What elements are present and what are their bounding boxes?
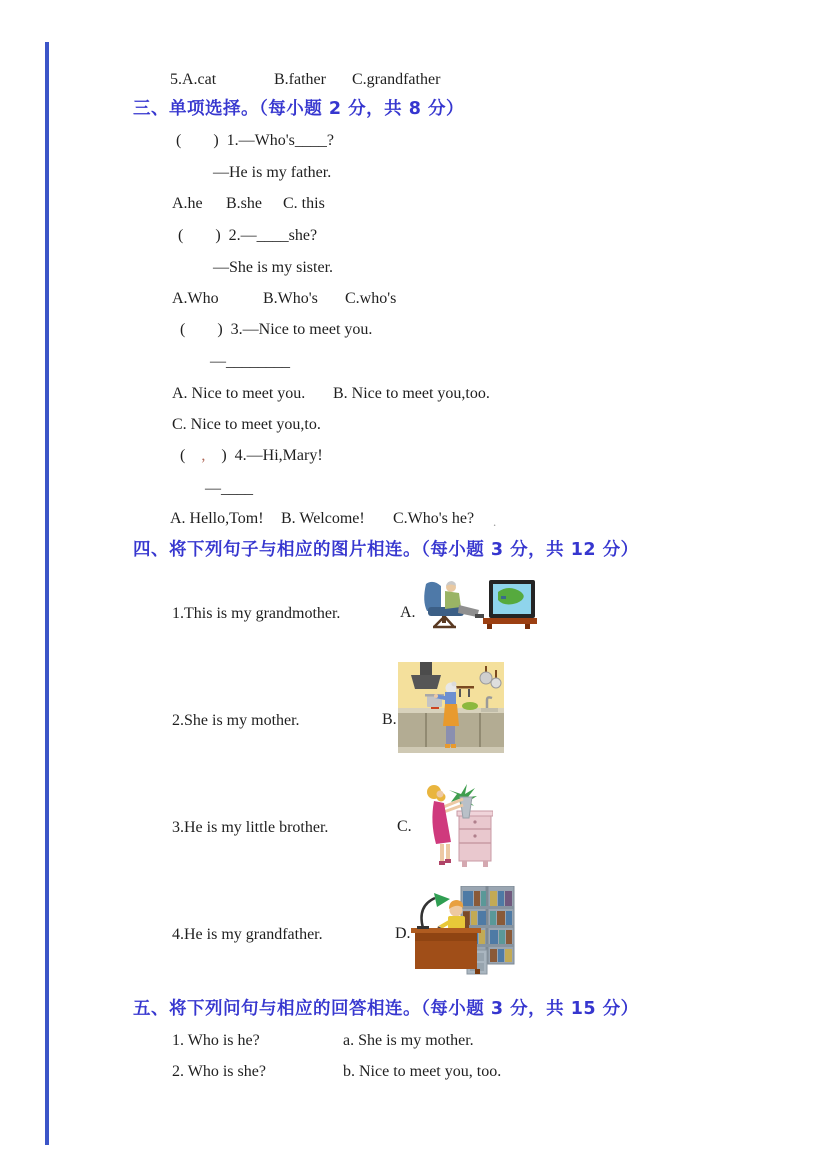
q3-option-a: A. Nice to meet you. (172, 385, 306, 402)
section5-question-1: 1. Who is he? (172, 1032, 260, 1049)
q4-red-comma: , (201, 447, 206, 464)
item5-option-c: C.grandfather (352, 71, 441, 88)
picture-letter-b: B. (382, 711, 397, 728)
match-sentence-3: 3.He is my little brother. (172, 819, 329, 836)
green-bowl (462, 702, 478, 710)
q4-reply: —____ (205, 480, 253, 497)
match-sentence-4: 4.He is my grandfather. (172, 926, 323, 943)
section5-title: 五、将下列问句与相应的回答相连。（每小题 3 分，共 15 分） (133, 999, 639, 1019)
q2-option-c: C.who's (345, 290, 397, 307)
q2-option-b: B.Who's (263, 290, 318, 307)
q2-option-a: A.Who (172, 290, 219, 307)
q2-prompt: ( ) 2.—____she? (178, 227, 318, 244)
q4-option-a: A. Hello,Tom! (170, 510, 264, 527)
q3-option-b: B. Nice to meet you,too. (333, 385, 490, 402)
section5-question-2: 2. Who is she? (172, 1063, 266, 1080)
dresser (457, 811, 493, 867)
match-sentence-2: 2.She is my mother. (172, 712, 300, 729)
q1-option-c: C. this (283, 195, 325, 212)
picture-letter-c: C. (397, 818, 412, 835)
picture-letter-a: A. (400, 604, 416, 621)
left-margin-line (45, 42, 49, 1145)
desk (411, 928, 481, 974)
picture-c-woman-vase (417, 782, 493, 868)
picture-letter-d: D. (395, 925, 411, 942)
picture-d-boy-desk (411, 886, 518, 976)
q4-prompt (180, 446, 323, 465)
q4-option-b: B. Welcome! (281, 510, 365, 527)
q3-prompt: ( ) 3.—Nice to meet you. (180, 321, 373, 338)
item5-option-a: 5.A.cat (170, 71, 217, 88)
q4-paren-open: ( (180, 447, 202, 464)
section5-answer-b: b. Nice to meet you, too. (343, 1063, 502, 1080)
q1-option-b: B.she (226, 195, 262, 212)
q1-reply: —He is my father. (213, 164, 332, 181)
q1-prompt: ( ) 1.—Who's____? (176, 132, 334, 149)
q4-paren-close: ) 4.—Hi,Mary! (205, 447, 323, 464)
item5-option-b: B.father (274, 71, 326, 88)
section4-title: 四、将下列句子与相应的图片相连。（每小题 3 分，共 12 分） (133, 540, 639, 560)
match-sentence-1: 1.This is my grandmother. (172, 605, 341, 622)
q3-option-c: C. Nice to meet you,to. (172, 416, 321, 433)
q4-option-c: C.Who's he? (393, 510, 475, 527)
q1-option-a: A.he (172, 195, 203, 212)
section5-answer-a: a. She is my mother. (343, 1032, 474, 1049)
q4-stray-dot: . (493, 514, 497, 529)
television (489, 580, 535, 618)
section3-title: 三、单项选择。（每小题 2 分，共 8 分） (133, 99, 464, 119)
q3-reply: —________ (210, 353, 290, 370)
picture-b-mother-kitchen (398, 662, 504, 753)
picture-a-grandfather-tv (421, 577, 539, 629)
q2-reply: —She is my sister. (213, 259, 334, 276)
tv-stand (483, 618, 537, 629)
